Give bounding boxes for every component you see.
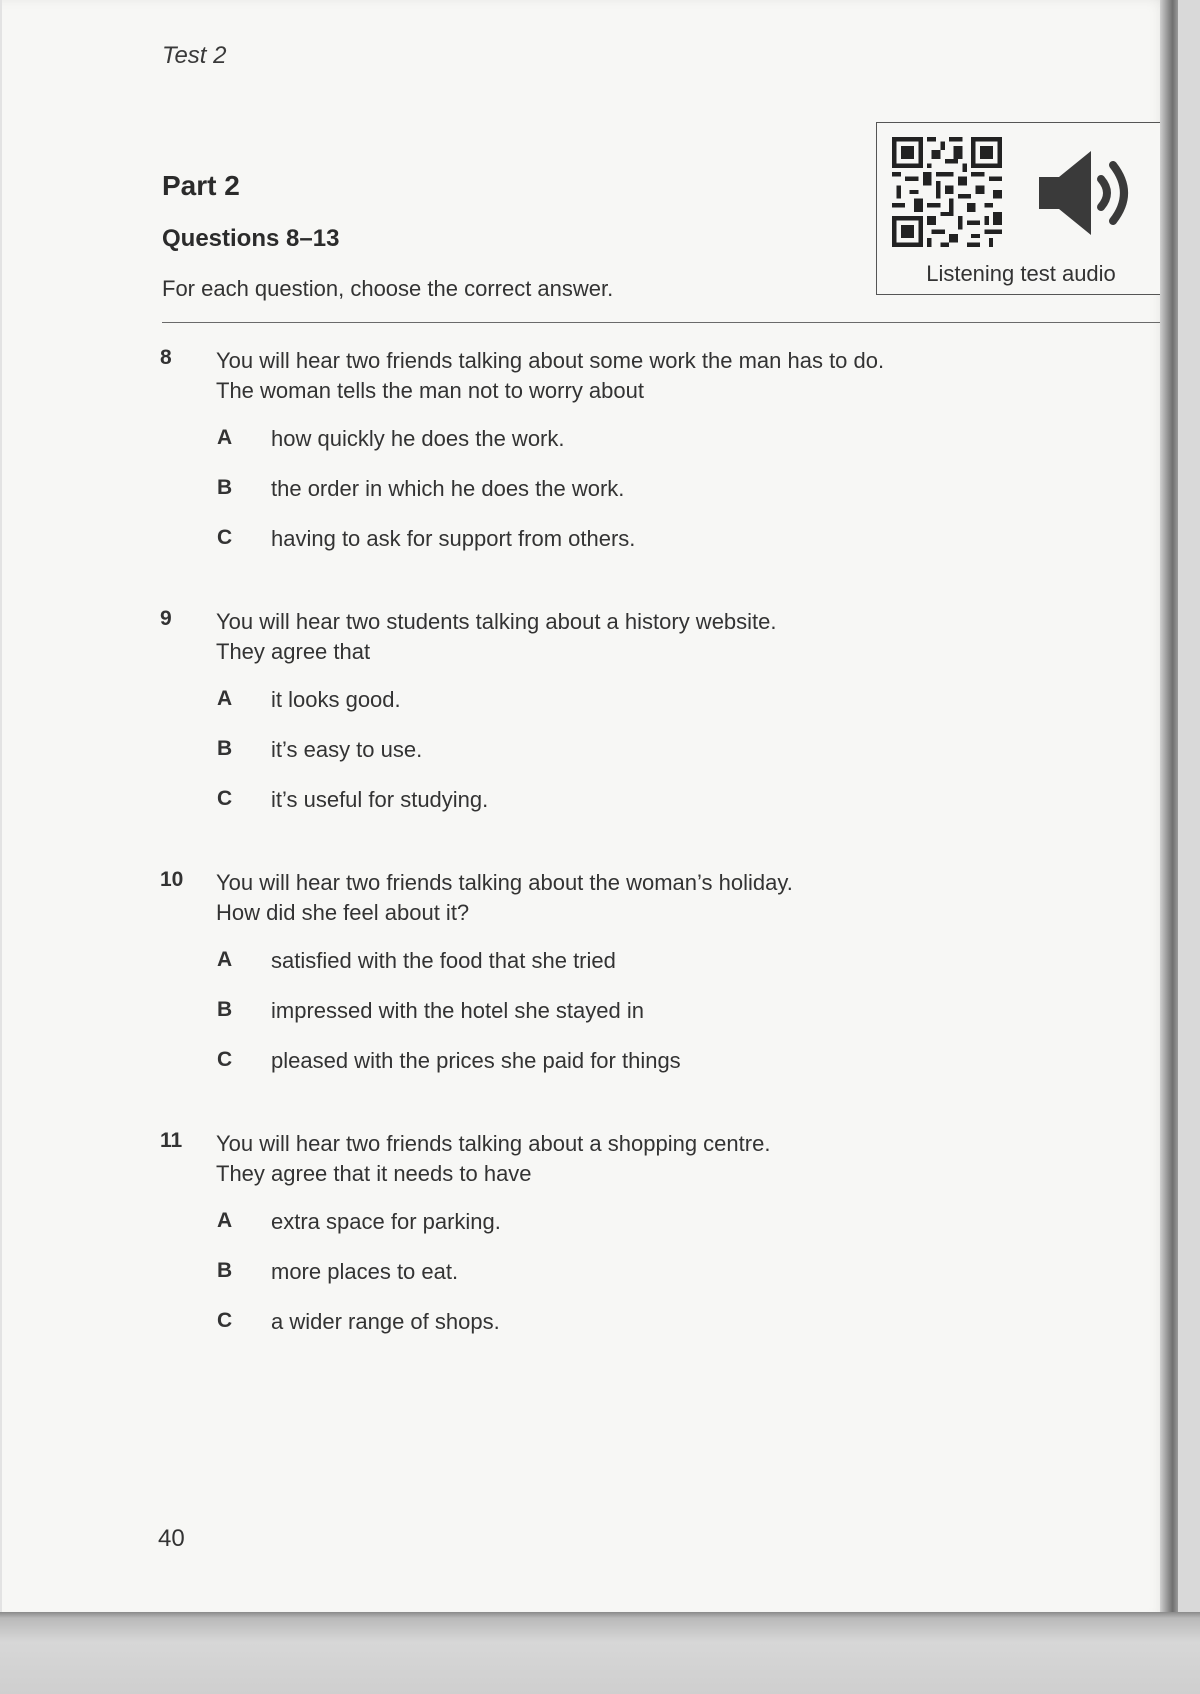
question-number: 8 xyxy=(160,346,172,369)
option-b[interactable] xyxy=(2,1259,1002,1289)
qr-code-icon[interactable] xyxy=(891,137,1003,247)
option-a[interactable] xyxy=(2,426,1002,456)
option-text: how quickly he does the work. xyxy=(271,426,565,451)
question-stem-line: You will hear two friends talking about the woman’s holiday. xyxy=(216,870,793,895)
question-stem-line: How did she feel about it? xyxy=(216,900,470,925)
question-stem-line: They agree that xyxy=(216,639,371,664)
option-text: more places to eat. xyxy=(271,1259,459,1284)
question-number: 9 xyxy=(160,607,172,630)
option-letter: C xyxy=(217,1309,233,1332)
audio-box[interactable] xyxy=(876,122,1166,295)
option-text: pleased with the prices she paid for things xyxy=(271,1048,681,1073)
option-c[interactable] xyxy=(2,526,1002,556)
questions-range: Questions 8–13 xyxy=(162,225,340,252)
option-letter: B xyxy=(217,737,233,760)
question-stem-line: They agree that it needs to have xyxy=(216,1161,532,1186)
option-text: the order in which he does the work. xyxy=(271,476,625,501)
option-b[interactable] xyxy=(2,476,1002,506)
option-letter: C xyxy=(217,1048,233,1071)
option-b[interactable] xyxy=(2,998,1002,1028)
question-stem-line: You will hear two friends talking about some work the man has to do. xyxy=(216,348,885,373)
option-text: having to ask for support from others. xyxy=(271,526,636,551)
question-stem xyxy=(216,1129,770,1189)
question-stem-line: The woman tells the man not to worry about xyxy=(216,378,644,403)
audio-label: Listening test audio xyxy=(926,261,1116,286)
option-text: impressed with the hotel she stayed in xyxy=(271,998,644,1023)
page-number: 40 xyxy=(158,1525,185,1552)
question-stem-line: You will hear two students talking about a history website. xyxy=(216,609,777,634)
question-stem xyxy=(216,346,884,406)
option-letter: C xyxy=(217,526,233,549)
part-title: Part 2 xyxy=(162,170,240,201)
instructions: For each question, choose the correct answer. xyxy=(162,276,614,301)
option-b[interactable] xyxy=(2,737,1002,767)
option-text: a wider range of shops. xyxy=(271,1309,500,1334)
option-text: satisfied with the food that she tried xyxy=(271,948,616,973)
option-letter: C xyxy=(217,787,233,810)
option-letter: A xyxy=(217,948,233,971)
option-letter: A xyxy=(217,426,233,449)
section-divider xyxy=(162,322,1167,323)
page-bottom-shadow xyxy=(0,1612,1200,1694)
question-number: 11 xyxy=(160,1129,183,1152)
option-a[interactable] xyxy=(2,687,1002,717)
question-number: 10 xyxy=(160,868,184,891)
question-stem xyxy=(216,868,793,928)
option-text: extra space for parking. xyxy=(271,1209,501,1234)
option-a[interactable] xyxy=(2,1209,1002,1239)
option-c[interactable] xyxy=(2,1048,1002,1078)
question-stem xyxy=(216,607,777,667)
option-letter: A xyxy=(217,1209,233,1232)
option-c[interactable] xyxy=(2,787,1002,817)
option-text: it looks good. xyxy=(271,687,401,712)
question-stem-line: You will hear two friends talking about a shopping centre. xyxy=(216,1131,771,1156)
option-text: it’s useful for studying. xyxy=(271,787,489,812)
option-letter: B xyxy=(217,1259,233,1282)
option-text: it’s easy to use. xyxy=(271,737,423,762)
speaker-icon[interactable] xyxy=(1035,145,1145,241)
running-head: Test 2 xyxy=(162,42,227,69)
option-letter: A xyxy=(217,687,233,710)
option-letter: B xyxy=(217,998,233,1021)
page-binding-edge xyxy=(1160,0,1178,1620)
option-c[interactable] xyxy=(2,1309,1002,1339)
option-a[interactable] xyxy=(2,948,1002,978)
option-letter: B xyxy=(217,476,233,499)
